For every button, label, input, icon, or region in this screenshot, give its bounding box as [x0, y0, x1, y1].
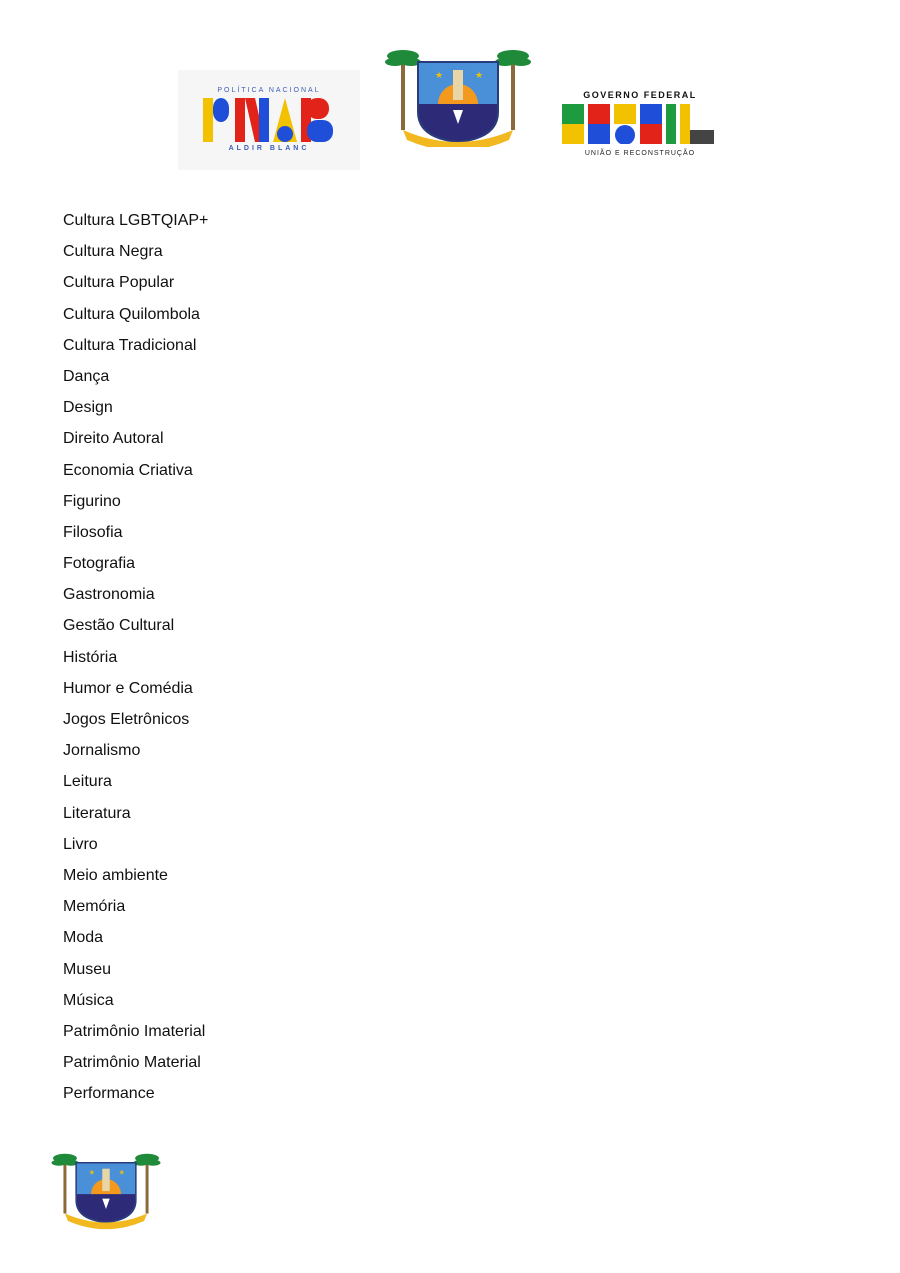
list-item: Dança: [63, 367, 110, 385]
pnab-top-text: POLÍTICA NACIONAL: [217, 87, 321, 94]
municipal-crest: [383, 42, 533, 147]
list-item: Gestão Cultural: [63, 617, 175, 635]
list-item: Literatura: [63, 804, 131, 822]
list-item: Cultura Tradicional: [63, 336, 197, 354]
list-item: Fotografia: [63, 555, 136, 573]
list-item: Design: [63, 399, 113, 417]
crest-emblem: [383, 42, 533, 147]
page-header: [0, 40, 900, 170]
footer-crest: [50, 1142, 162, 1232]
list-item: Livro: [63, 835, 98, 853]
list-item: Cultura LGBTQIAP+: [63, 212, 209, 229]
svg-text:★: ★: [435, 70, 444, 80]
list-item: Cultura Negra: [63, 243, 163, 261]
list-item: Leitura: [63, 773, 112, 791]
list-item: Patrimônio Imaterial: [63, 1022, 206, 1040]
list-item: Patrimônio Material: [63, 1054, 201, 1072]
list-item: Economia Criativa: [63, 461, 193, 479]
list-item: Jogos Eletrônicos: [63, 711, 190, 728]
list-item: Gastronomia: [63, 586, 155, 604]
pnab-logo: [178, 70, 360, 170]
list-item: Jornalismo: [63, 742, 141, 760]
pnab-wordmark: [203, 98, 335, 142]
list-item: Museu: [63, 960, 112, 978]
list-item: Direito Autoral: [63, 430, 164, 448]
list-item: Meio ambiente: [63, 866, 168, 884]
svg-text:★: ★: [475, 70, 484, 80]
list-item: Música: [63, 991, 114, 1009]
pnab-bottom-text: ALDIR BLANC: [228, 145, 310, 152]
footer-crest-emblem: [50, 1142, 162, 1232]
brasil-wordmark: [562, 104, 718, 144]
list-item: Memória: [63, 898, 126, 916]
list-item: Filosofia: [63, 523, 123, 541]
list-item: Cultura Quilombola: [63, 305, 200, 323]
gov-top-text: GOVERNO FEDERAL: [583, 90, 697, 100]
list-item: Moda: [63, 929, 104, 947]
list-item: História: [63, 648, 118, 666]
category-list: [63, 205, 208, 1109]
svg-text:★: ★: [118, 1169, 125, 1177]
svg-text:★: ★: [88, 1169, 95, 1177]
governo-federal-logo: [560, 86, 720, 166]
list-item: Figurino: [63, 492, 121, 510]
list-item: Humor e Comédia: [63, 679, 193, 697]
list-item: Cultura Popular: [63, 274, 175, 292]
gov-bottom-text: UNIÃO E RECONSTRUÇÃO: [584, 150, 696, 157]
list-item: Performance: [63, 1085, 155, 1103]
